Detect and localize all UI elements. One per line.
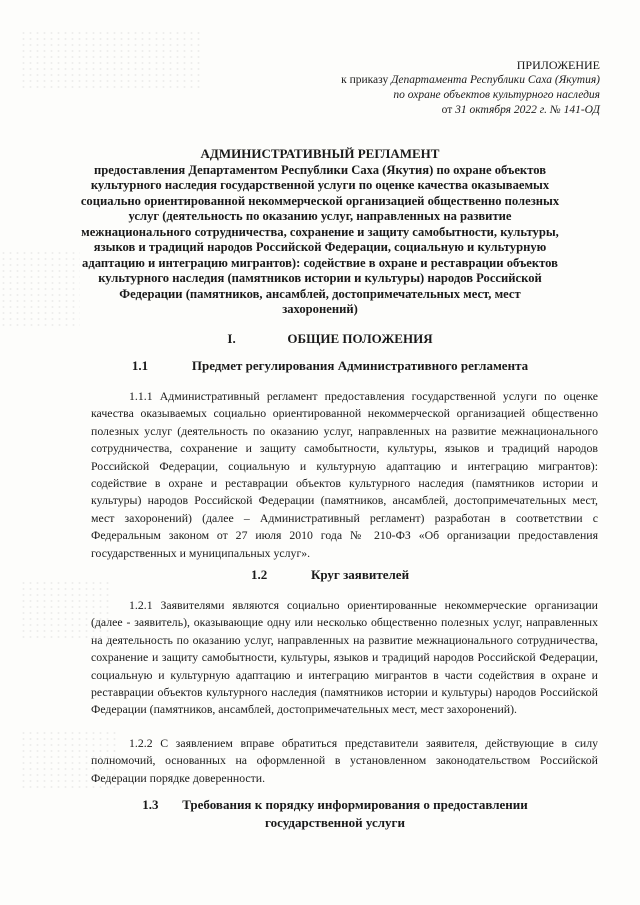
paragraph-1-2-2: 1.2.2 С заявлением вправе обратиться представители заявителя, действующие в силу полномочий, основанных на оформленной в установленном законодательством Российской Федерации порядке доверенности. xyxy=(91,736,598,785)
subsection-heading-1-1 xyxy=(60,358,600,374)
appendix-title: ПРИЛОЖЕНИЕ xyxy=(516,58,600,72)
subsection-number: 1.2 xyxy=(250,567,268,582)
paragraph-1-1-1: 1.1.1 Административный регламент предоставления государственной услуги по оценке качества оказываемых социально ориентированной некоммерческой организацией общественно полезных услуг (деятельность по оказанию услуг, направленных на развитие межнационального сотрудничества, сохранение и защиту самобытности, культуры, языков и традиций народов Российской Федерации, социальную и культурную адаптацию и интеграцию мигрантов): содействие в охране и реставрации объектов культурного наследия (памятников истории и культуры) народов Российской Федерации (памятников, ансамблей, достопримечательных мест, мест захоронений) (далее – Административный регламент) разработан в соответствии с Федеральным законом от 27 июля 2010 года № 210-ФЗ «Об организации предоставления государственных и муниципальных услуг». xyxy=(91,389,598,560)
subsection-number: 1.1 xyxy=(131,358,149,373)
appendix-line-1: к приказу Департамента Республики Саха (Якутия) xyxy=(341,74,600,86)
subsection-title: Предмет регулирования Административного регламента xyxy=(191,358,529,373)
section-heading-1 xyxy=(60,331,600,347)
document-title-text: предоставления Департаментом Республики Саха (Якутия) по охране объектов культурного наследия государственной услуги по оценке качества оказываемых социально ориентированной некоммерческой организацией общественно полезных услуг (деятельность по оказанию услуг, направленных на развитие межнационального сотрудничества, сохранение и защиту самобытности, культуры, языков и традиций народов Российской Федерации, социальную и культурную адаптацию и интеграцию мигрантов): содействие в охране и реставрации объектов культурного наследия (памятников истории и культуры) народов Российской Федерации (памятников, ансамблей, достопримечательных мест, мест захоронений) xyxy=(80,162,560,316)
section-title: ОБЩИЕ ПОЛОЖЕНИЯ xyxy=(287,331,433,346)
appendix-line-2: по охране объектов культурного наследия xyxy=(393,89,600,101)
scan-noise xyxy=(20,30,200,90)
document-title-main: АДМИНИСТРАТИВНЫЙ РЕГЛАМЕНТ xyxy=(200,146,440,161)
appendix-header xyxy=(270,58,600,118)
subsection-title: Требования к порядку информирования о предоставлении государственной услуги xyxy=(182,797,528,830)
section-number: I. xyxy=(227,331,236,346)
subsection-number: 1.3 xyxy=(142,797,159,812)
paragraph-1-2-1: 1.2.1 Заявителями являются социально ориентированные некоммерческие организации (далее - заявитель), оказывающие одну или несколько общественно полезных услуг, направленных на деятельность по оказанию услуг, направленных на развитие межнационального сотрудничества, сохранение и защиту самобытности, культуры, языков и традиций народов Российской Федерации, социальную и культурную адаптацию и интеграцию мигрантов в части содействия в охране и реставрации объектов культурного наследия (памятников истории и культуры) народов Российской Федерации (памятников, ансамблей, достопримечательных мест, мест захоронений). xyxy=(91,598,598,717)
scan-noise xyxy=(0,250,80,330)
appendix-line-3: от 31 октября 2022 г. № 141-ОД xyxy=(441,104,600,116)
document-title xyxy=(80,146,560,318)
subsection-title: Круг заявителей xyxy=(310,567,410,582)
subsection-heading-1-3 xyxy=(95,796,575,832)
subsection-heading-1-2 xyxy=(60,567,600,583)
